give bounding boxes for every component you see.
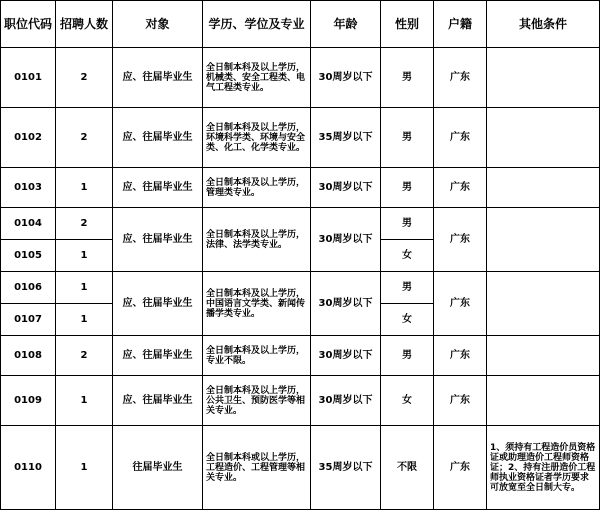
cell-count: 2	[56, 108, 113, 168]
header-count: 招聘人数	[56, 1, 113, 48]
cell-code: 0107	[1, 304, 56, 336]
cell-major: 全日制本科及以上学历，中国语言文学类、新闻传播学类专业。	[203, 272, 311, 336]
cell-code: 0110	[1, 426, 56, 510]
cell-hukou: 广东	[434, 48, 487, 108]
cell-hukou: 广东	[434, 208, 487, 272]
cell-other	[487, 108, 600, 168]
cell-age: 35周岁以下	[311, 426, 381, 510]
cell-count: 1	[56, 376, 113, 426]
cell-count: 1	[56, 304, 113, 336]
cell-age: 30周岁以下	[311, 48, 381, 108]
header-other: 其他条件	[487, 1, 600, 48]
cell-age: 30周岁以下	[311, 272, 381, 336]
table-row	[1, 48, 600, 108]
table-row	[1, 168, 600, 208]
cell-code: 0103	[1, 168, 56, 208]
cell-code: 0104	[1, 208, 56, 240]
cell-target: 应、往届毕业生	[113, 336, 203, 376]
cell-code: 0109	[1, 376, 56, 426]
cell-count: 2	[56, 48, 113, 108]
header-hukou: 户籍	[434, 1, 487, 48]
cell-target: 应、往届毕业生	[113, 108, 203, 168]
cell-age: 30周岁以下	[311, 336, 381, 376]
cell-major: 全日制本科及以上学历，管理类专业。	[203, 168, 311, 208]
cell-gender: 女	[381, 376, 434, 426]
cell-other	[487, 168, 600, 208]
cell-target: 应、往届毕业生	[113, 208, 203, 272]
cell-code: 0101	[1, 48, 56, 108]
cell-hukou: 广东	[434, 426, 487, 510]
cell-count: 1	[56, 240, 113, 272]
cell-gender: 不限	[381, 426, 434, 510]
cell-hukou: 广东	[434, 376, 487, 426]
cell-code: 0108	[1, 336, 56, 376]
cell-gender: 男	[381, 272, 434, 304]
cell-target: 应、往届毕业生	[113, 376, 203, 426]
table-row	[1, 426, 600, 510]
cell-target: 应、往届毕业生	[113, 48, 203, 108]
cell-major: 全日制本科及以上学历，法律、法学类专业。	[203, 208, 311, 272]
cell-major: 全日制本科及以上学历，机械类、安全工程类、电气工程类专业。	[203, 48, 311, 108]
cell-count: 1	[56, 168, 113, 208]
table-row	[1, 208, 600, 240]
cell-major: 全日制本科及以上学历，专业不限。	[203, 336, 311, 376]
cell-hukou: 广东	[434, 108, 487, 168]
table-row	[1, 108, 600, 168]
header-gender: 性别	[381, 1, 434, 48]
cell-major: 全日制本科或以上学历，工程造价、工程管理等相关专业。	[203, 426, 311, 510]
cell-code: 0105	[1, 240, 56, 272]
cell-hukou: 广东	[434, 168, 487, 208]
header-target: 对象	[113, 1, 203, 48]
cell-gender: 男	[381, 208, 434, 240]
cell-other	[487, 336, 600, 376]
cell-other	[487, 208, 600, 272]
cell-other	[487, 48, 600, 108]
cell-target: 应、往届毕业生	[113, 272, 203, 336]
cell-hukou: 广东	[434, 336, 487, 376]
cell-code: 0102	[1, 108, 56, 168]
cell-count: 2	[56, 208, 113, 240]
cell-hukou: 广东	[434, 272, 487, 336]
header-age: 年龄	[311, 1, 381, 48]
cell-target: 往届毕业生	[113, 426, 203, 510]
cell-age: 30周岁以下	[311, 376, 381, 426]
cell-age: 35周岁以下	[311, 108, 381, 168]
cell-gender: 男	[381, 336, 434, 376]
table-row	[1, 376, 600, 426]
cell-count: 2	[56, 336, 113, 376]
cell-code: 0106	[1, 272, 56, 304]
cell-other	[487, 272, 600, 336]
cell-gender: 女	[381, 240, 434, 272]
cell-target: 应、往届毕业生	[113, 168, 203, 208]
cell-major: 全日制本科及以上学历，公共卫生、预防医学等相关专业。	[203, 376, 311, 426]
cell-other	[487, 376, 600, 426]
cell-count: 1	[56, 272, 113, 304]
header-row	[1, 1, 600, 48]
cell-gender: 男	[381, 168, 434, 208]
cell-count: 1	[56, 426, 113, 510]
cell-major: 全日制本科及以上学历，环境科学类、环境与安全类、化工、化学类专业。	[203, 108, 311, 168]
table-row	[1, 272, 600, 304]
cell-age: 30周岁以下	[311, 208, 381, 272]
header-major: 学历、学位及专业	[203, 1, 311, 48]
cell-age: 30周岁以下	[311, 168, 381, 208]
cell-gender: 女	[381, 304, 434, 336]
cell-gender: 男	[381, 108, 434, 168]
header-code: 职位代码	[1, 1, 56, 48]
cell-other: 1、须持有工程造价员资格证或助理造价工程师资格证；2、持有注册造价工程师执业资格证者学历要求可放宽至全日制大专。	[487, 426, 600, 510]
table-row	[1, 336, 600, 376]
cell-gender: 男	[381, 48, 434, 108]
